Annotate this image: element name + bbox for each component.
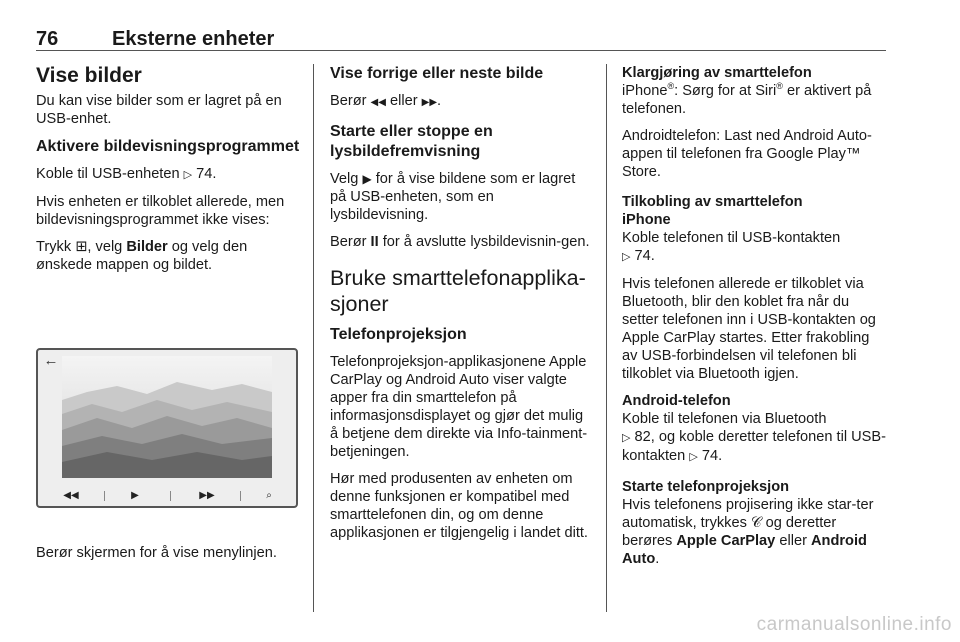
paragraph-beror-prev: Berør ◀◀ eller ▶▶. — [330, 93, 442, 109]
back-arrow-icon: ← — [43, 352, 59, 369]
page-ref-icon: ▷ — [183, 169, 193, 181]
paragraph-android-bluetooth: Koble til telefonen via Bluetooth ▷ 82, og koble deretter telefonen til USB-kontakten ▷ 74. — [622, 411, 887, 464]
play-icon: ▶ — [362, 172, 372, 186]
heading-telefonprojeksjon: Telefonprojeksjon — [330, 326, 467, 343]
page-ref-icon: ▷ — [622, 251, 631, 263]
picture-controls-bar — [46, 488, 290, 504]
picture-viewer-illustration — [36, 348, 298, 508]
illustration-caption: Berør skjermen for å vise menylinjen. — [36, 545, 277, 561]
forward-icon: ▶▶ — [421, 97, 438, 108]
section-heading-vise-bilder: Vise bilder — [36, 64, 142, 87]
paragraph-velg-play: Velg ▶ for å vise bildene som er lagret på USB-enheten, som en lysbildevisning. — [330, 171, 576, 223]
paragraph-android-app: Androidtelefon: Last ned Android Auto-appen til telefonen fra Google Play™ Store. — [622, 128, 872, 180]
previous-icon[interactable]: ◀◀ — [63, 490, 79, 501]
heading-klargjoring: Klargjøring av smarttelefon — [622, 65, 812, 81]
mountain-picture — [62, 356, 272, 478]
page-ref-icon: ▷ — [622, 432, 631, 444]
header-rule — [36, 50, 886, 51]
column-2 — [330, 64, 592, 551]
column-3 — [622, 64, 888, 577]
page-ref-icon: ▷ — [689, 451, 698, 463]
column-divider-2 — [606, 64, 607, 612]
chapter-title: Eksterne enheter — [112, 28, 275, 50]
separator — [240, 491, 241, 501]
page-number: 76 — [36, 28, 59, 50]
subheading-iphone: iPhone — [622, 212, 671, 228]
paragraph-trykk: Trykk ⊞, velg Bilder og velg den ønskede mappen og bildet. — [36, 239, 248, 273]
paragraph-beror-stop: Berør II for å avslutte lysbildevisnin-gen. — [330, 234, 590, 250]
separator — [104, 491, 105, 501]
separator — [170, 491, 171, 501]
heading-forrige-neste: Vise forrige eller neste bilde — [330, 65, 544, 82]
paragraph-koble-usb: Koble til USB-enheten ▷ 74. — [36, 166, 217, 182]
menu-grid-icon: ⊞ — [75, 239, 88, 255]
column-divider-1 — [313, 64, 314, 612]
intro-text: Du kan vise bilder som er lagret på en USB-enhet. — [36, 93, 282, 127]
paragraph-projeksjon-1: Telefonprojeksjon-applikasjonene Apple CarPlay og Android Auto viser valgte apper fra din smarttelefon på informasjonsdisplayet og gjør det mulig å betjene dem direkte via Info-tainment-betjeningen. — [330, 354, 588, 460]
column-1 — [36, 64, 302, 283]
section-heading-smarttelefon: Bruke smarttelefonapplika-sjoner — [330, 266, 586, 316]
heading-starte-projeksjon: Starte telefonprojeksjon — [622, 479, 790, 495]
pause-icon: II — [370, 234, 379, 250]
paragraph-iphone-siri: iPhone®: Sørg for at Siri® er aktivert på telefonen. — [622, 81, 872, 117]
paragraph-projeksjon-2: Hør med produsenten av enheten om denne funksjonen er kompatibel med smarttelefonen din, og om denne applikasjonen er tilgjengelig i landet ditt. — [330, 471, 588, 541]
paragraph-starte: Hvis telefonens projisering ikke star-ter automatisk, trykkes 𝒞 og deretter berøres Apple CarPlay eller Android Auto. — [622, 497, 874, 567]
page-header — [36, 22, 886, 52]
phone-projection-icon: 𝒞 — [750, 515, 762, 531]
paragraph-hvis-enheten: Hvis enheten er tilkoblet allerede, men bildevisningsprogrammet ikke vises: — [36, 194, 285, 228]
heading-aktivere: Aktivere bildevisningsprogrammet — [36, 138, 300, 155]
watermark: carmanualsonline.info — [756, 614, 952, 635]
play-icon[interactable]: ▶ — [131, 490, 139, 501]
paragraph-iphone-usb: Koble telefonen til USB-kontakten ▷ 74. — [622, 230, 841, 264]
heading-tilkobling: Tilkobling av smarttelefon — [622, 194, 803, 210]
subheading-android: Android-telefon — [622, 393, 731, 409]
rewind-icon: ◀◀ — [370, 97, 386, 108]
heading-lysbilde: Starte eller stoppe en lysbildefremvisning — [330, 123, 493, 160]
next-icon[interactable]: ▶▶ — [199, 490, 215, 501]
zoom-icon[interactable]: ⌕ — [266, 490, 272, 501]
paragraph-iphone-bluetooth: Hvis telefonen allerede er tilkoblet via Bluetooth, blir den koblet fra når du setter telefonen inn i USB-kontakten og Apple CarPlay startes. Etter frakobling av USB-forbindelsen vil telefonen bli tilkoblet via Bluetooth igjen. — [622, 276, 876, 382]
